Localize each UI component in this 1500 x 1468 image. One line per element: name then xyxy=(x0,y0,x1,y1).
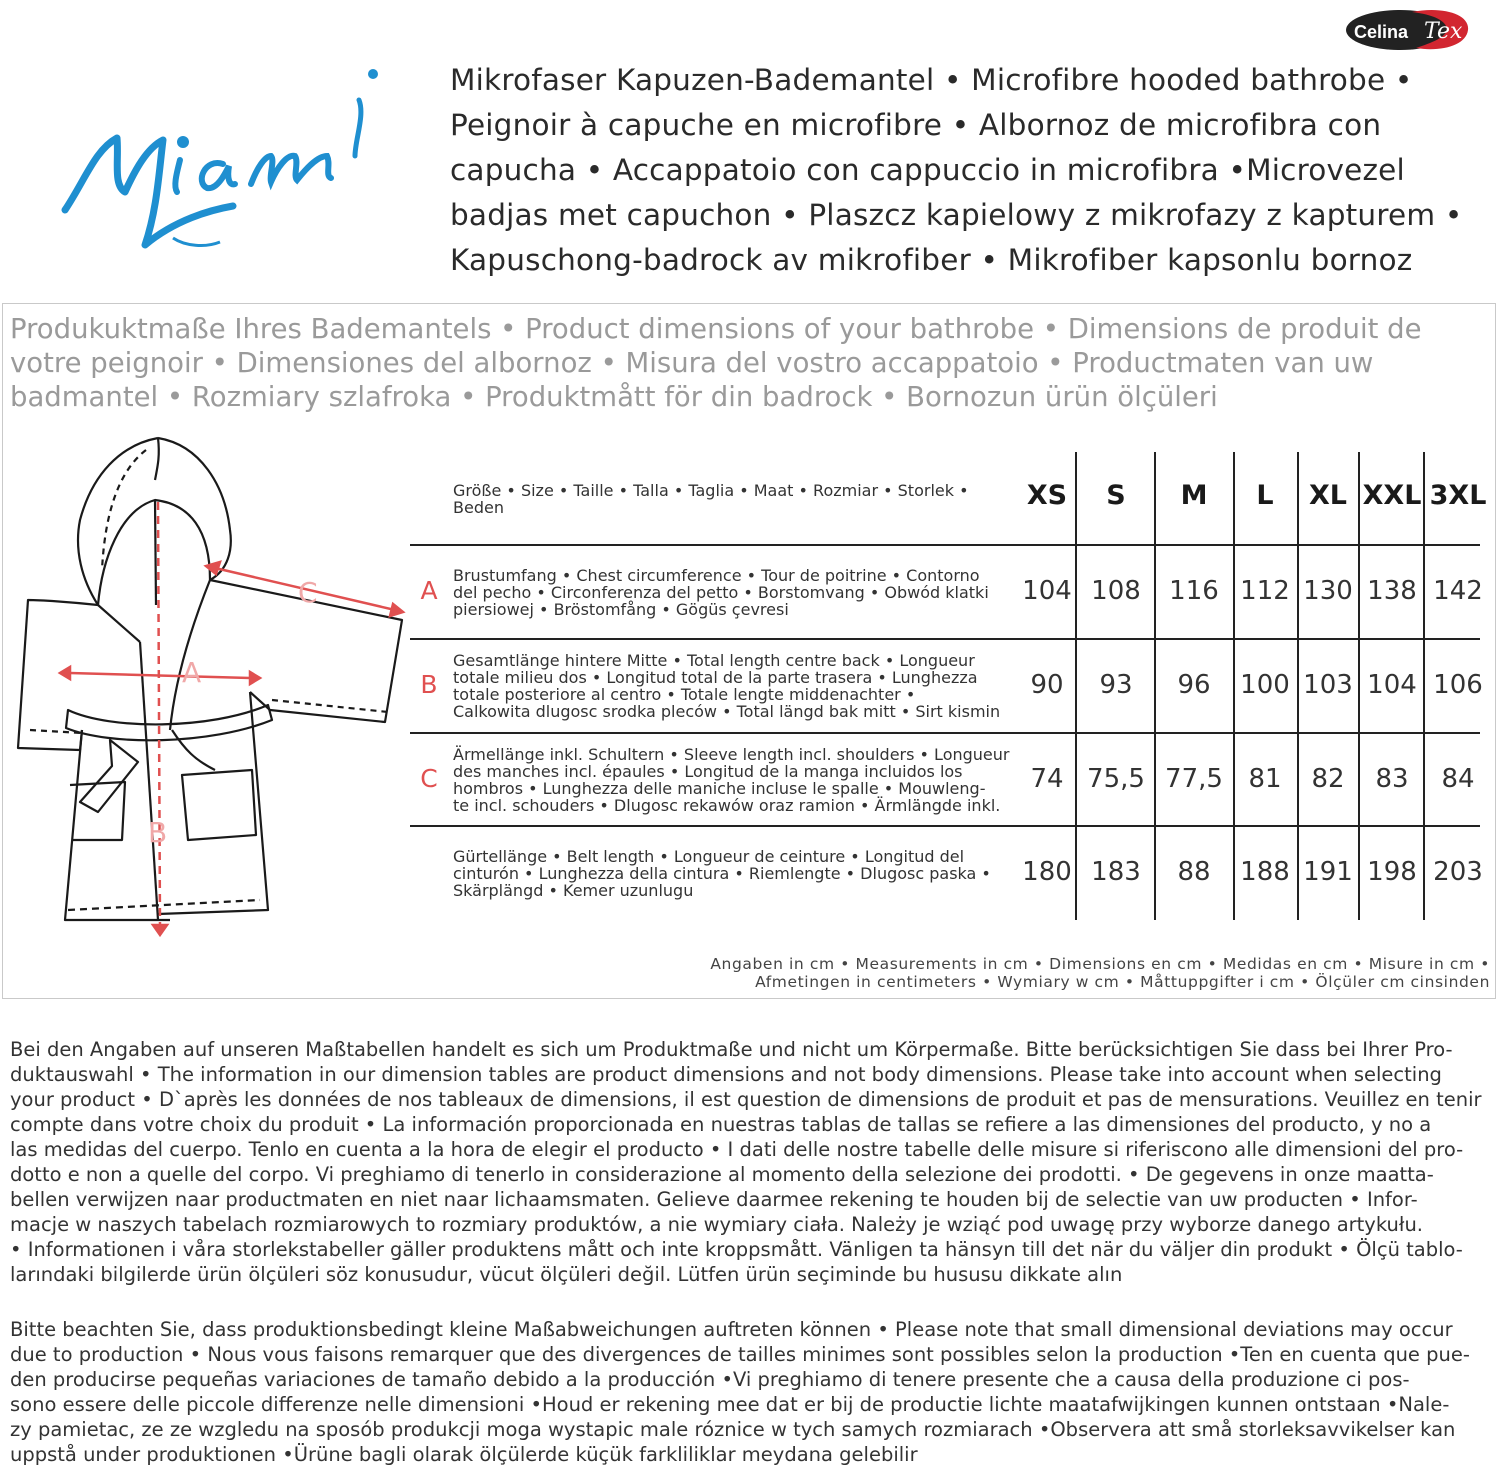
cell-sleeve-xs: 74 xyxy=(1030,764,1064,794)
note-line: Bitte beachten Sie, dass produktionsbedingt kleine Maßabweichungen auftreten können • Please note that small dimensional deviations may occur xyxy=(10,1318,1453,1341)
brand-prefix: Celina xyxy=(1354,22,1409,42)
row-desc-line: piersiowej • Bröstomfång • Gögüs çevresi xyxy=(453,600,789,619)
brand-suffix: Tex xyxy=(1424,19,1463,44)
row-desc-line: totale milieu dos • Longitud total de la parte trasera • Lunghezza xyxy=(453,668,978,687)
row-desc-line: hombros • Lunghezza delle maniche incluse le spalle • Mouwleng- xyxy=(453,779,986,798)
dimensions-title-line: votre peignoir • Dimensiones del albornoz • Misura del vostro accappatoio • Productmaten van uw xyxy=(10,347,1374,379)
note-line: uppstå under produktionen •Ürüne bagli olarak ölçülerde küçük farkliliklar meydana gelebilir xyxy=(10,1443,918,1466)
cell-chest-l: 112 xyxy=(1240,576,1290,606)
cell-chest-xl: 130 xyxy=(1303,576,1353,606)
table-rule xyxy=(410,544,1480,546)
cell-length-xxl: 104 xyxy=(1367,670,1417,700)
row-desc-belt xyxy=(453,848,1018,899)
size-label xyxy=(453,482,973,516)
bathrobe-diagram xyxy=(10,430,420,945)
note-line: sono essere delle piccole differenze nelle dimensioni •Houd er rekening mee dat er bij de productie lichte maatafwijkingen kunnen ontstaan •Nale- xyxy=(10,1393,1450,1416)
row-desc-line: totale posteriore al centro • Totale lengte middenachter • xyxy=(453,685,916,704)
cell-sleeve-s: 75,5 xyxy=(1087,764,1145,794)
cell-length-m: 96 xyxy=(1177,670,1211,700)
diagram-label-b: B xyxy=(148,816,168,849)
size-header-s: S xyxy=(1106,480,1126,511)
note-line: larındaki bilgilerde ürün ölçüleri söz konusudur, vücut ölçüleri değil. Lütfen ürün seçiminde bu hususu dikkate alın xyxy=(10,1263,1123,1286)
row-letter-b: B xyxy=(420,670,438,699)
row-desc-line: cinturón • Lunghezza della cintura • Riemlengte • Dlugosc paska • xyxy=(453,864,991,883)
cell-chest-m: 116 xyxy=(1169,576,1219,606)
note-line: duktauswahl • The information in our dimension tables are product dimensions and not body dimensions. Please take into account when selecting xyxy=(10,1063,1442,1086)
note-line: your product • D`après les données de nos tableaux de dimensions, il est question de dimensions de produit et pas de mensurations. Veuillez en tenir xyxy=(10,1088,1482,1111)
celinatex-logo xyxy=(1342,8,1474,52)
units-note xyxy=(600,955,1490,991)
cell-belt-3xl: 203 xyxy=(1433,857,1483,887)
size-header-l: L xyxy=(1256,480,1274,511)
units-line: Afmetingen in centimeters • Wymiary w cm • Måttuppgifter i cm • Ölçüler cm cinsinden xyxy=(755,973,1490,991)
cell-belt-xl: 191 xyxy=(1303,857,1353,887)
title-line: capucha • Accappatoio con cappuccio in microfibra •Microvezel xyxy=(450,153,1405,187)
note-line: compte dans votre choix du produit • La información proporcionada en nuestras tablas de tallas se refiere a las dimensiones del producto, y no a xyxy=(10,1113,1432,1136)
size-label-line: Beden xyxy=(453,498,504,517)
table-rule xyxy=(410,732,1480,734)
note-line: den producirse pequeñas variaciones de tamaño debido a la producción •Vi preghiamo di tenere presente che a causa della produzione ci pos- xyxy=(10,1368,1410,1391)
row-desc-line: Brustumfang • Chest circumference • Tour de poitrine • Contorno xyxy=(453,566,980,585)
dimensions-title xyxy=(10,312,1495,414)
cell-belt-m: 88 xyxy=(1177,857,1211,887)
row-desc-sleeve xyxy=(453,746,1018,814)
product-dimensions-note xyxy=(10,1037,1495,1287)
cell-belt-s: 183 xyxy=(1091,857,1141,887)
row-desc-line: des manches incl. épaules • Longitud de la manga incluidos los xyxy=(453,762,963,781)
cell-length-l: 100 xyxy=(1240,670,1290,700)
row-desc-line: Gesamtlänge hintere Mitte • Total length centre back • Longueur xyxy=(453,651,975,670)
dimensions-title-line: Produkuktmaße Ihres Bademantels • Product dimensions of your bathrobe • Dimensions de produit de xyxy=(10,313,1422,345)
title-line: badjas met capuchon • Plaszcz kapielowy z mikrofazy z kapturem • xyxy=(450,198,1463,232)
cell-chest-xxl: 138 xyxy=(1367,576,1417,606)
row-letter-a: A xyxy=(420,576,438,605)
table-rule xyxy=(410,638,1480,640)
title-line: Peignoir à capuche en microfibre • Albornoz de microfibra con xyxy=(450,108,1382,142)
row-desc-line: del pecho • Circonferenza del petto • Borstomvang • Obwód klatki xyxy=(453,583,989,602)
size-header-xl: XL xyxy=(1308,480,1348,511)
miami-logo xyxy=(55,60,390,260)
row-letter-c: C xyxy=(420,764,438,793)
cell-length-s: 93 xyxy=(1099,670,1133,700)
units-line: Angaben in cm • Measurements in cm • Dimensions en cm • Medidas en cm • Misure in cm • xyxy=(710,955,1490,973)
row-desc-line: Calkowita dlugosc srodka pleców • Total längd bak mitt • Sirt kismin xyxy=(453,702,1001,721)
table-column-rule xyxy=(1154,452,1156,920)
row-desc-length xyxy=(453,652,1018,720)
cell-sleeve-xxl: 83 xyxy=(1375,764,1409,794)
note-line: • Informationen i våra storlekstabeller gäller produktens mått och inte kroppsmått. Vänligen ta hänsyn till det när du väljer din produkt • Ölçü tablo- xyxy=(10,1238,1463,1261)
size-header-xxl: XXL xyxy=(1362,480,1422,511)
deviation-note xyxy=(10,1317,1495,1467)
row-desc-chest xyxy=(453,567,1018,618)
cell-length-3xl: 106 xyxy=(1433,670,1483,700)
cell-chest-3xl: 142 xyxy=(1433,576,1483,606)
row-desc-line: Ärmellänge inkl. Schultern • Sleeve length incl. shoulders • Longueur xyxy=(453,745,1010,764)
cell-sleeve-m: 77,5 xyxy=(1165,764,1223,794)
row-desc-line: Skärplängd • Kemer uzunlugu xyxy=(453,881,694,900)
size-header-3xl: 3XL xyxy=(1429,480,1487,511)
note-line: macje w naszych tabelach rozmiarowych to rozmiary produktów, a nie wymiary ciała. Należy je wziąć pod uwagę przy wyborze danego artykułu. xyxy=(10,1213,1423,1236)
title-line: Mikrofaser Kapuzen-Bademantel • Microfibre hooded bathrobe • xyxy=(450,63,1413,97)
cell-length-xl: 103 xyxy=(1303,670,1353,700)
cell-length-xs: 90 xyxy=(1030,670,1064,700)
product-title xyxy=(450,58,1480,283)
diagram-label-c: C xyxy=(298,576,318,609)
note-line: Bei den Angaben auf unseren Maßtabellen handelt es sich um Produktmaße und nicht um Körpermaße. Bitte berücksichtigen Sie dass bei Ihrer Pro- xyxy=(10,1038,1453,1061)
cell-sleeve-xl: 82 xyxy=(1311,764,1345,794)
note-line: bellen verwijzen naar productmaten en niet naar lichaamsmaten. Gelieve daarmee rekening te houden bij de selectie van uw producten • Infor- xyxy=(10,1188,1418,1211)
cell-sleeve-3xl: 84 xyxy=(1441,764,1475,794)
table-rule xyxy=(410,825,1480,827)
dimensions-title-line: badmantel • Rozmiary szlafroka • Produktmått för din badrock • Bornozun ürün ölçüleri xyxy=(10,381,1218,413)
cell-chest-s: 108 xyxy=(1091,576,1141,606)
size-label-line: Größe • Size • Taille • Talla • Taglia • Maat • Rozmiar • Storlek • xyxy=(453,481,969,500)
cell-belt-xxl: 198 xyxy=(1367,857,1417,887)
note-line: zy pamietac, ze ze wzgledu na sposób produkcji moga wystapic male róznice w tych samych rozmiarach •Observera att små storleksavvikelser kan xyxy=(10,1418,1456,1441)
cell-chest-xs: 104 xyxy=(1022,576,1072,606)
note-line: las medidas del cuerpo. Tenlo en cuenta a la hora de elegir el producto • I dati delle nostre tabelle delle misure si riferiscono alle dimensioni del pro- xyxy=(10,1138,1464,1161)
note-line: due to production • Nous vous faisons remarquer que des divergences de tailles minimes sont possibles selon la production •Ten en cuenta que pue- xyxy=(10,1343,1470,1366)
size-header-m: M xyxy=(1180,480,1208,511)
cell-sleeve-l: 81 xyxy=(1248,764,1282,794)
size-header-xs: XS xyxy=(1026,480,1068,511)
cell-belt-l: 188 xyxy=(1240,857,1290,887)
row-desc-line: Gürtellänge • Belt length • Longueur de ceinture • Longitud del xyxy=(453,847,965,866)
note-line: dotto e non a quelle del corpo. Vi preghiamo di tenerlo in considerazione al momento della selezione dei prodotti. • De gegevens in onze maatta- xyxy=(10,1163,1434,1186)
title-line: Kapuschong-badrock av mikrofiber • Mikrofiber kapsonlu bornoz xyxy=(450,243,1413,277)
diagram-label-a: A xyxy=(182,656,202,689)
row-desc-line: te incl. schouders • Dlugosc rekawów oraz ramion • Ärmlängde inkl. xyxy=(453,796,1001,815)
cell-belt-xs: 180 xyxy=(1022,857,1072,887)
